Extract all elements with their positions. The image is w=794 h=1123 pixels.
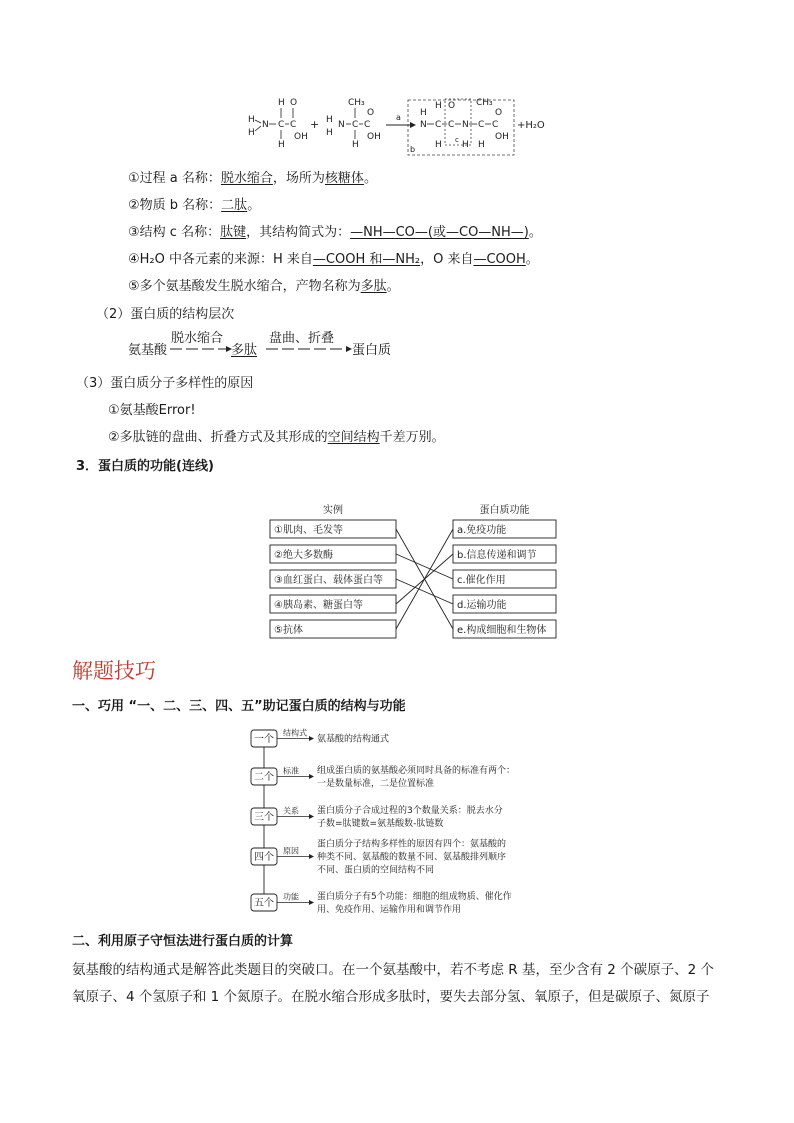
mnemonic-diagram [245, 726, 565, 921]
atom-label: C [448, 120, 455, 130]
atom-label: C [492, 120, 499, 130]
atom-label: H [352, 140, 359, 150]
mnemonic-box-label: 一个 [254, 734, 274, 745]
mnemonic-box-label: 三个 [254, 812, 274, 823]
arrow-label-folding: 盘曲、折叠 [269, 331, 335, 346]
atom-label: H [435, 140, 442, 150]
atom-label: O [495, 108, 503, 118]
right-column-header: 蛋白质功能 [479, 505, 530, 516]
atom-label: N [420, 120, 427, 130]
mnemonic-text: 种类不同、氨基酸的数量不同、氨基酸排列顺序 [317, 852, 507, 863]
mnemonic-text: 蛋白质分子合成过程的3个数量关系：脱去水分 [317, 806, 503, 816]
atom-label: H [278, 140, 285, 150]
section-3-heading: （3）蛋白质分子多样性的原因 [76, 376, 254, 391]
mnemonic-text: 组成蛋白质的氨基酸必须同时具备的标准有两个： [317, 766, 516, 776]
example-label: ①肌肉、毛发等 [274, 525, 343, 536]
item-structure-c: ③结构 c 名称：肽键，其结构简式为：—NH—CO—(或—CO—NH—)。 [128, 225, 542, 240]
paragraph-line-2: 氧原子、4 个氢原子和 1 个氮原子。在脱水缩合形成多肽时，要失去部分氢、氧原子，但是碳原子、氮原子 [72, 989, 710, 1005]
mnemonic-text: 不同、蛋白质的空间结构不同 [317, 865, 435, 876]
atom-label: C [290, 120, 297, 130]
hierarchy-amino-acid: 氨基酸 [128, 343, 168, 358]
water-product: +H₂O [517, 120, 545, 131]
mnemonic-tag: 结构式 [283, 728, 307, 738]
function-label: d.运输功能 [457, 600, 507, 611]
mnemonic-box-label: 二个 [254, 772, 274, 783]
hierarchy-protein: 蛋白质 [352, 343, 392, 358]
mnemonic-text: 蛋白质分子有5个功能：细胞的组成物质、催化作 [317, 892, 512, 902]
hierarchy-polypeptide: 多肽 [231, 343, 258, 358]
group-label: CH₃ [476, 98, 493, 108]
item-water-source: ④H₂O 中各元素的来源：H 来自—COOH 和—NH₂，O 来自—COOH。 [128, 252, 539, 267]
box-label-b: b [410, 145, 416, 154]
mnemonic-text: 一是数量标准，二是位置标准 [317, 779, 435, 789]
mnemonic-text: 蛋白质分子结构多样性的原因有四个：氨基酸的 [317, 839, 507, 850]
function-label: a.免疫功能 [457, 525, 507, 536]
tips-title: 解题技巧 [72, 659, 156, 683]
function-label: c.催化作用 [457, 575, 506, 586]
atom-label: H [478, 140, 485, 150]
match-line [396, 579, 453, 604]
diversity-reason-2: ②多肽链的盘曲、折叠方式及其形成的空间结构千差万别。 [108, 430, 445, 445]
group-label: OH [367, 132, 381, 142]
atom-label: H [278, 98, 285, 108]
item-substance-b: ②物质 b 名称：二肽。 [128, 198, 261, 213]
atom-label: C [278, 120, 285, 130]
answer-bond-formula: —NH—CO—(或—CO—NH—) [350, 225, 529, 240]
item-process-a: ①过程 a 名称：脱水缩合，场所为核糖体。 [128, 171, 377, 186]
functions-heading: 3．蛋白质的功能(连线) [76, 459, 214, 474]
example-label: ②绝大多数酶 [274, 550, 333, 561]
mnemonic-tag: 原因 [283, 846, 299, 856]
atom-label: O [290, 98, 298, 108]
answer-spatial-structure: 空间结构 [327, 430, 380, 445]
arrow-dehydration [170, 345, 232, 353]
example-label: ③血红蛋白、载体蛋白等 [274, 575, 383, 586]
group-label: OH [294, 132, 308, 142]
function-label: b.信息传递和调节 [457, 550, 537, 561]
tips-heading-2: 二、利用原子守恒法进行蛋白质的计算 [72, 934, 294, 949]
left-column-header: 实例 [323, 505, 343, 516]
atom-label: C [352, 120, 359, 130]
diversity-reason-1: ①氨基酸Error! [108, 403, 196, 418]
atom-label: H [326, 128, 333, 138]
atom-label: O [448, 101, 456, 111]
mnemonic-text: 氨基酸的结构通式 [317, 734, 390, 745]
mnemonic-tag: 标准 [283, 766, 299, 776]
atom-label: O [367, 108, 375, 118]
atom-label: C [478, 120, 485, 130]
example-label: ④胰岛素、糖蛋白等 [274, 600, 363, 611]
group-label: OH [495, 132, 509, 142]
group-label: CH₃ [348, 98, 365, 108]
function-label: e.构成细胞和生物体 [457, 625, 547, 636]
answer-h-source: —COOH 和—NH₂ [312, 252, 421, 267]
atom-label: H [462, 140, 469, 150]
arrow-label-dehydration: 脱水缩合 [171, 331, 224, 346]
mnemonic-text: 子数=肽键数=氨基酸数-肽链数 [317, 819, 444, 829]
atom-label: N [462, 120, 469, 130]
answer-o-source: —COOH [473, 252, 526, 267]
mnemonic-box-label: 四个 [254, 852, 274, 863]
mnemonic-tag: 关系 [283, 806, 299, 816]
atom-label: N [262, 120, 269, 130]
tips-heading-1: 一、巧用 “一、二、三、四、五”助记蛋白质的结构与功能 [72, 699, 406, 714]
plus-sign: + [310, 118, 320, 131]
atom-label: C [364, 120, 371, 130]
atom-label: H [248, 128, 255, 138]
example-label: ⑤抗体 [274, 625, 303, 636]
atom-label: H [248, 115, 255, 125]
dehydration-reaction-diagram [240, 95, 560, 160]
answer-ribosome: 核糖体 [324, 171, 364, 186]
atom-label: H [420, 108, 427, 118]
structure-hierarchy [128, 327, 548, 359]
atom-label: H [435, 101, 442, 111]
match-line [396, 554, 453, 579]
paragraph-line-1: 氨基酸的结构通式是解答此类题目的突破口。在一个氨基酸中，若不考虑 R 基，至少含有 2 个碳原子、2 个 [72, 962, 715, 978]
section-2-heading: （2）蛋白质的结构层次 [96, 307, 235, 322]
answer-dipeptide: 二肽 [221, 198, 248, 213]
arrow-label-a: a [396, 113, 401, 122]
answer-polypeptide: 多肽 [360, 279, 387, 294]
atom-label: H [326, 115, 333, 125]
atom-label: C [435, 120, 442, 130]
arrow-folding [266, 345, 352, 353]
mnemonic-tag: 功能 [283, 892, 299, 902]
box-label-c: c [455, 136, 459, 144]
function-matching-diagram [265, 500, 565, 645]
answer-dehydration: 脱水缩合 [220, 171, 273, 186]
mnemonic-text: 用、免疫作用、运输作用和调节作用 [317, 905, 462, 915]
atom-label: N [338, 120, 345, 130]
mnemonic-box-label: 五个 [254, 898, 274, 909]
answer-peptide-bond: 肽键 [220, 225, 247, 240]
item-polypeptide: ⑤多个氨基酸发生脱水缩合，产物名称为多肽。 [128, 279, 400, 294]
